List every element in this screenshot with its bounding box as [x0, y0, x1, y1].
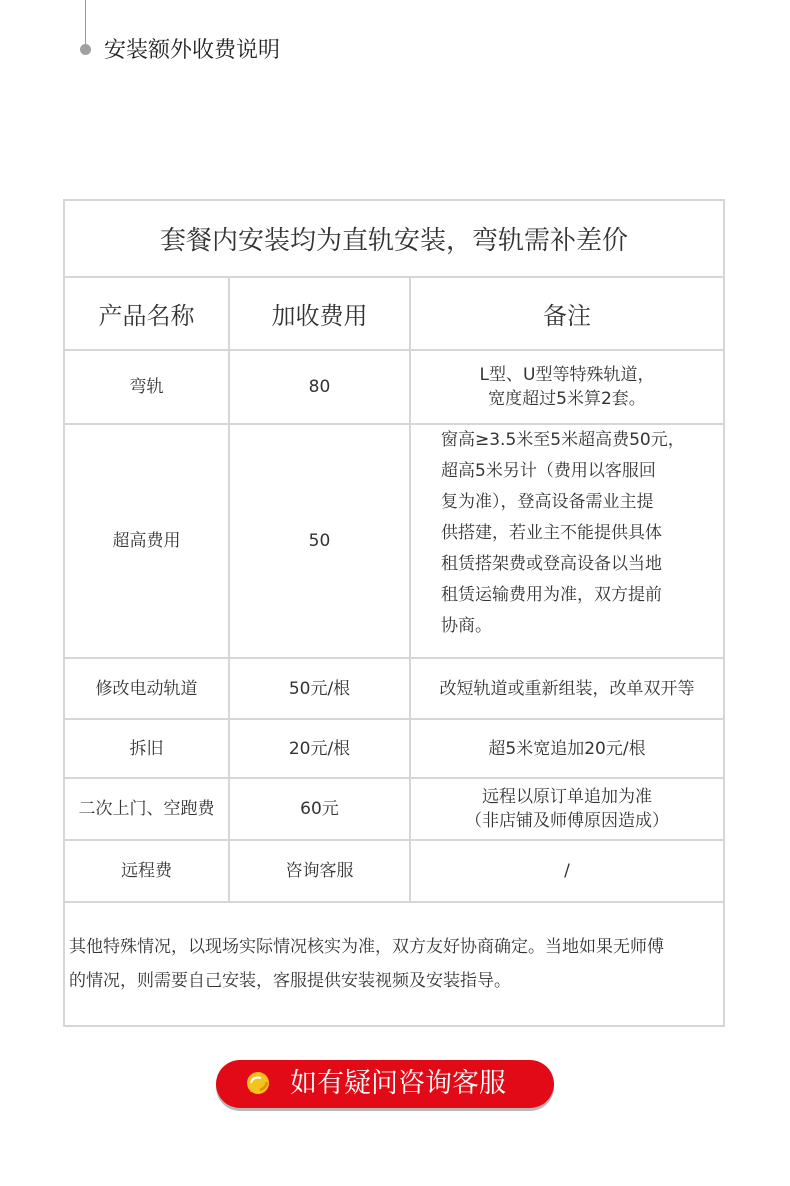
row-remark — [411, 351, 723, 423]
row-remark — [411, 779, 723, 839]
remark-line: 租赁搭架费或登高设备以当地 — [441, 554, 662, 574]
column-header-fee: 加收费用 — [271, 302, 368, 330]
table-note — [65, 903, 723, 1025]
section-header — [0, 0, 790, 90]
column-header-name: 产品名称 — [98, 302, 195, 330]
row-fee: 咨询客服 — [285, 861, 354, 881]
chat-bubble-icon — [244, 1070, 272, 1098]
note-line: 的情况，则需要自己安装，客服提供安装视频及安装指导。 — [69, 971, 511, 991]
remark-line: 改短轨道或重新组装，改单双开等 — [439, 678, 695, 699]
row-name: 修改电动轨道 — [95, 678, 198, 699]
remark-line: 租赁运输费用为准，双方提前 — [441, 585, 662, 605]
remark-line: 协商。 — [441, 616, 492, 636]
remark-line: / — [564, 861, 570, 881]
column-header-remark: 备注 — [543, 302, 591, 330]
remark-line: L型、U型等特殊轨道， — [479, 365, 655, 385]
remark-line: 超高5米另计（费用以客服回 — [441, 461, 656, 481]
row-remark — [411, 841, 723, 901]
table-title: 套餐内安装均为直轨安装，弯轨需补差价 — [159, 226, 628, 256]
row-name: 拆旧 — [129, 738, 164, 759]
remark-line: 窗高≥3.5米至5米超高费50元， — [441, 430, 685, 450]
row-name: 二次上门、空跑费 — [78, 799, 215, 819]
fee-table — [63, 199, 725, 1027]
timeline-line — [85, 0, 86, 44]
remark-line: 超5米宽追加20元/根 — [488, 738, 646, 759]
row-name: 超高费用 — [112, 531, 181, 551]
row-fee: 60元 — [300, 799, 339, 819]
row-fee: 50元/根 — [288, 678, 351, 699]
row-name: 远程费 — [121, 861, 172, 881]
contact-button-label: 如有疑问咨询客服 — [290, 1068, 506, 1099]
section-title: 安装额外收费说明 — [104, 38, 281, 63]
remark-line: 供搭建，若业主不能提供具体 — [441, 523, 662, 543]
remark-line: 远程以原订单追加为准 — [482, 787, 652, 807]
remark-line: （非店铺及师傅原因造成） — [465, 811, 669, 831]
row-fee: 50 — [308, 531, 331, 551]
row-remark — [411, 425, 723, 657]
remark-line: 复为准），登高设备需业主提 — [441, 492, 654, 512]
row-name: 弯轨 — [129, 377, 164, 397]
timeline-dot-icon — [80, 44, 91, 55]
row-remark — [411, 720, 723, 777]
row-remark — [411, 659, 723, 718]
note-line: 其他特殊情况，以现场实际情况核实为准，双方友好协商确定。当地如果无师傅 — [69, 937, 664, 957]
row-fee: 80 — [308, 377, 331, 397]
contact-customer-service-button[interactable] — [216, 1060, 554, 1108]
row-fee: 20元/根 — [288, 738, 351, 759]
remark-line: 宽度超过5米算2套。 — [488, 389, 646, 409]
